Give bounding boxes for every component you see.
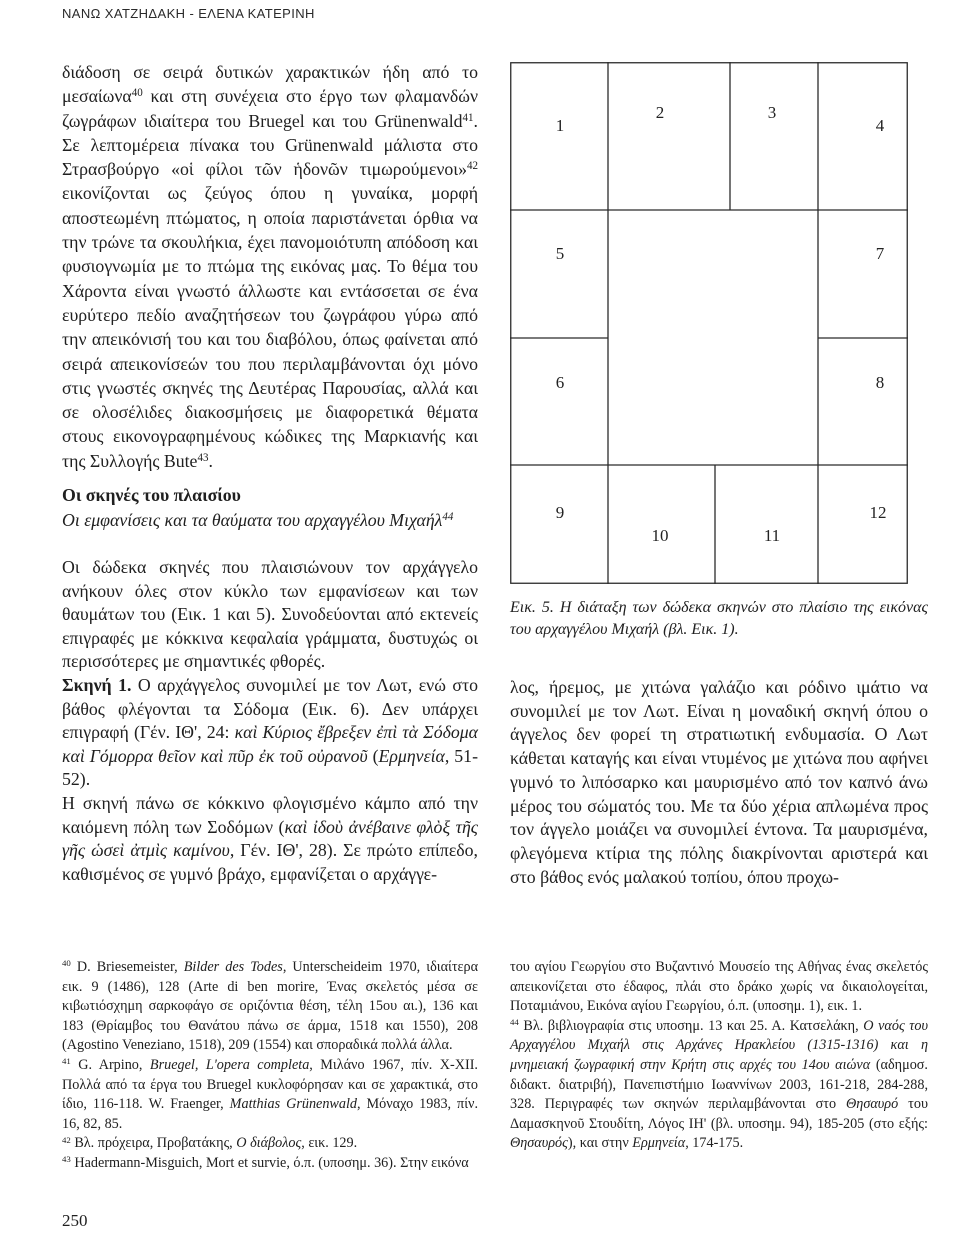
text-run: Οι δώδεκα σκηνές που πλαισιώνουν τον αρχάγγελο ανήκουν όλες στον κύκλο των εμφανίσεων και των θαυμάτων του (Εικ. 1 και 5). Συνοδεύονται από εκτενείς επιγραφές με κόκκινα κεφαλαία γράμματα, δυστυχώς οι περισσότερες με σημαντικές φθορές. bbox=[62, 557, 478, 672]
cell-label-6: 6 bbox=[555, 373, 565, 392]
running-head: ΝΑΝΩ ΧΑΤΖΗΔΑΚΗ - ΕΛΕΝΑ ΚΑΤΕΡΙΝΗ bbox=[62, 6, 315, 21]
text-run: , Unterscheideim 1970, ιδιαίτερα εικ. 9 (1486), 128 (Arte di ben morire, Ένας σκελετός μέσα σε κιβωτιόσχημη σαρκοφάγο σε οριζόντια θέση, τέλη 15ου αι.), 136 και 183 (Θρίαμβος του Θανάτου πάνω σε άρμα, 1518 και 1550), 208 (Agostino Veneziano, 1518), 209 (1554) και σποραδικά πολλά άλλα. bbox=[62, 959, 478, 1054]
footnote-43-continued bbox=[510, 958, 928, 1017]
cell-label-5: 5 bbox=[555, 244, 565, 263]
text-run: Βλ. πρόχειρα, Προβατάκης, bbox=[70, 1135, 237, 1152]
text-run: ), και στην bbox=[567, 1135, 633, 1152]
right-column bbox=[510, 676, 928, 889]
paragraph-scene-1 bbox=[62, 674, 478, 792]
footnote-ref: 40 bbox=[131, 87, 143, 100]
footnote-ref: 44 bbox=[510, 1016, 519, 1027]
cell-label-10: 10 bbox=[651, 526, 669, 545]
paragraph-scene-1-description bbox=[62, 792, 478, 886]
scene-layout-diagram bbox=[510, 62, 908, 584]
text-run: διάδοση σε σειρά δυτικών χαρακτικών ήδη από το μεσαίωνα bbox=[62, 62, 478, 107]
footnote-ref: 40 bbox=[62, 958, 71, 969]
text-run: του Δαμασκηνοῦ Στουδίτη, Λόγος ΙΗ' (βλ. υποσημ. 94), 185-205 (στο εξής: bbox=[510, 1096, 928, 1132]
italic-run: Εικ. 5. Η διάταξη των δώδεκα σκηνών στο πλαίσιο της εικόνας του αρχαγγέλου Μιχαήλ (βλ. Εικ. 1). bbox=[510, 599, 928, 638]
cell-label-8: 8 bbox=[875, 373, 885, 392]
cell-label-2: 2 bbox=[655, 103, 665, 122]
italic-run: Ερμηνεία bbox=[632, 1135, 686, 1152]
footnote-ref: 41 bbox=[62, 1056, 71, 1067]
footnote-44 bbox=[510, 1017, 928, 1154]
italic-run: Ο ναός του Αρχαγγέλου Μιχαήλ στις Αρχάνες Ηρακλείου (1315-1316) και η μνημειακή ζωγραφική στην Κρήτη στις αρχές του 14ου αιώνα bbox=[510, 1017, 928, 1073]
text-run: του αγίου Γεωργίου στο Βυζαντινό Μουσείο της Αθήνας ένας σκελετός απεικονίζεται στο έδαφος, πλάι στο δράκο χωρίς να δικαιολογείται, Ποταμιάνου, Εικόνα αγίου Γεωργίου, ό.π. (υποσημ. 1), εικ. 1. bbox=[510, 959, 928, 1015]
text-run: , Μόναχο 1983, πίν. 16, 82, 85. bbox=[62, 1096, 478, 1132]
cell-label-9: 9 bbox=[555, 503, 565, 522]
footnote-ref: 42 bbox=[466, 160, 478, 173]
text-run: . Σε λεπτομέρεια πίνακα του Grünenwald μάλιστα στο Στρασβούργο «οἱ φίλοι τῶν ἡδονῶν τιμωρούμενοι» bbox=[62, 110, 478, 180]
italic-run: καὶ ἰδοὺ ἀνέβαινε φλὸξ τῆς γῆς ὡσεὶ ἀτμὶς καμίνου bbox=[62, 816, 478, 861]
footnote-ref: 41 bbox=[462, 111, 474, 124]
text-run: , 51-52). bbox=[62, 745, 478, 790]
italic-run: Θησαυρός bbox=[510, 1135, 568, 1152]
text-run: , 174-175. bbox=[685, 1135, 744, 1152]
paragraph-scene-1-continued bbox=[510, 676, 928, 889]
text-run: λος, ήρεμος, με χιτώνα γαλάζιο και ρόδινο ιμάτιο να συνομιλεί με τον Λωτ. Είναι η μοναδική σκηνή όπου ο άγγελος δεν φορεί τη στρατιωτική ενδυμασία. Ο Λωτ κάθεται καταγής και είναι ντυμένος με χιτώνα που αφήνει γυμνό το λιπόσαρκο και μαυρισμένο από τον καπνό άνω μέρος του σώματός του. Με τα δύο χέρια απλωμένα προς τον άγγελο μοιάζει να συνομιλεί έντονα. Τα μαυρισμένα, φλεγόμενα κτίρια της πόλης διακρίνονται αριστερά και στο βάθος ενός μαλακού τοπίου, όπου προχω- bbox=[510, 677, 928, 887]
bold-run: Σκηνή 1. bbox=[62, 675, 132, 696]
text-run: Η σκηνή πάνω σε κόκκινο φλογισμένο κάμπο από την καιόμενη πόλη των Σοδόμων ( bbox=[62, 792, 478, 837]
section-heading: Οι σκηνές του πλαισίου bbox=[62, 485, 241, 506]
text-run: Hadermann-Misguich, Mort et survie, ό.π. (υποσημ. 36). Στην εικόνα bbox=[70, 1154, 469, 1171]
cell-label-7: 7 bbox=[875, 244, 885, 263]
footnote-ref: 42 bbox=[62, 1134, 71, 1145]
cell-label-11: 11 bbox=[763, 526, 781, 545]
italic-run: Οι εμφανίσεις και τα θαύματα του αρχαγγέλου Μιχαήλ bbox=[62, 510, 443, 531]
footnote-ref: 43 bbox=[197, 451, 209, 464]
footnote-41 bbox=[62, 1056, 478, 1134]
cell-label-1: 1 bbox=[555, 116, 565, 135]
paragraph-scenes-overview bbox=[62, 556, 478, 674]
cell-label-12: 12 bbox=[869, 503, 887, 522]
cell-label-3: 3 bbox=[767, 103, 777, 122]
text-run: (αδημοσ. διδακτ. διατριβή), Πανεπιστήμιο Ιωαννίνων 2003, 161-218, 284-288, 328. Περιγραφές των σκηνών περιλαμβάνονται στο bbox=[510, 1056, 928, 1113]
figure-caption bbox=[510, 597, 928, 641]
text-run: , εικ. 129. bbox=[301, 1135, 358, 1152]
text-run: ( bbox=[367, 745, 379, 766]
text-run: , Γέν. ΙΘ', 28). Σε πρώτο επίπεδο, καθισμένος σε γυμνό βράχο, εμφανίζεται ο αρχάγγε- bbox=[62, 840, 479, 884]
paragraph-intro bbox=[62, 60, 478, 473]
section-subtitle bbox=[62, 507, 478, 534]
footnotes-right bbox=[510, 958, 928, 1154]
text-run: , Μιλάνο 1967, πίν. X-XII. Πολλά από τα έργα του Bruegel κυκλοφόρησαν και σε χαρακτικά, στο ίδιο, 116-118. W. Fraenger, bbox=[62, 1056, 478, 1113]
text-run: . bbox=[208, 450, 213, 471]
italic-run: Θησαυρό bbox=[846, 1096, 899, 1113]
italic-run: καὶ Κύριος ἔβρεξεν ἐπὶ τὰ Σόδομα καὶ Γόμορρα θεῖον καὶ πῦρ ἐκ τοῦ οὐρανοῦ bbox=[62, 722, 478, 766]
italic-run: Bruegel, L'opera completa bbox=[149, 1056, 310, 1073]
italic-run: Matthias Grünenwald bbox=[229, 1096, 358, 1113]
scene-description-group bbox=[62, 556, 478, 886]
page-number: 250 bbox=[62, 1211, 88, 1230]
left-column bbox=[62, 60, 478, 886]
footnote-40 bbox=[62, 958, 478, 1056]
cell-label-4: 4 bbox=[875, 116, 885, 135]
text-run: εικονίζονται ως ζεύγος όπου η γυναίκα, μορφή αποστεωμένη πτώματος, η οποία παριστάνεται όρθια να την τρώνε τα σκουλήκια, έχει πανομοιότυπη απόδοση και φυσιογνωμία με το πτώμα της εικόνας μας. Το θέμα του Χάροντα είναι γνωστό άλλωστε και εντάσσεται σε ένα ευρύτερο πεδίο αναζητήσεων του ζωγράφου γύρω από την απεικόνισή του και του διαβόλου, όπως φαίνεται από σειρά απεικονίσεών του που περιλαμβάνονται όχι μόνο στις γνωστές σκηνές της Δευτέρας Παρουσίας, αλλά και σε ολοσέλιδες διακοσμήσεις με διαφορετικά θέματα στους εικονογραφημένους κώδικες της Μαρκιανής και της Συλλογής Bute bbox=[62, 183, 478, 471]
footnote-ref: 43 bbox=[62, 1154, 71, 1165]
text-run: D. Briesemeister, bbox=[70, 959, 184, 975]
footnote-ref: 44 bbox=[442, 510, 454, 523]
text-run: και στη συνέχεια στο έργο των φλαμανδών ζωγράφων ιδιαίτερα του Bruegel και του Grünenwald bbox=[62, 86, 478, 131]
footnote-42 bbox=[62, 1134, 478, 1154]
text-run: G. Arpino, bbox=[70, 1056, 150, 1073]
italic-run: Ο διάβολος bbox=[236, 1135, 302, 1152]
footnotes-left bbox=[62, 958, 478, 1174]
text-run: Βλ. βιβλιογραφία στις υποσημ. 13 και 25. Α. Κατσελάκη, bbox=[518, 1017, 864, 1034]
diagram-outer-frame bbox=[511, 63, 908, 584]
text-run: Ο αρχάγγελος συνομιλεί με τον Λωτ, ενώ στο βάθος φλέγονται τα Σόδομα (Εικ. 6). Δεν υπάρχει επιγραφή (Γέν. ΙΘ', 24: bbox=[62, 675, 478, 743]
italic-run: Bilder des Todes bbox=[183, 959, 283, 975]
footnote-43 bbox=[62, 1154, 478, 1174]
italic-run: Ερμηνεία bbox=[378, 745, 445, 766]
